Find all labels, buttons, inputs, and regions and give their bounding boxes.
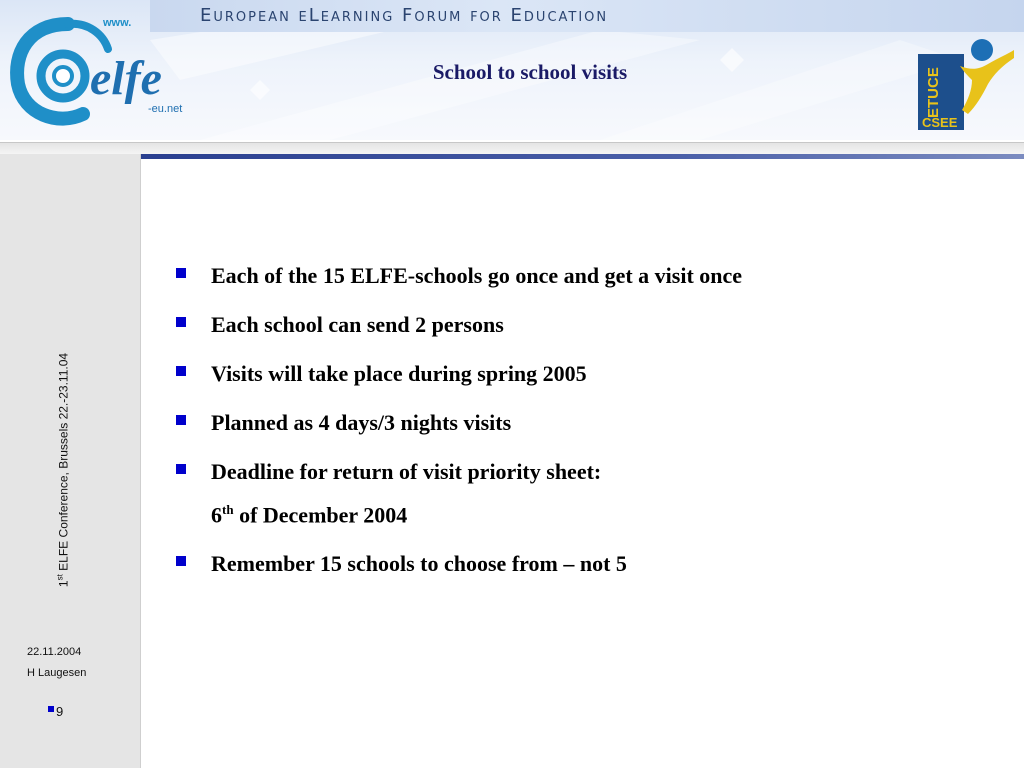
logo-main-text: elfe (90, 52, 162, 105)
page-number (48, 704, 63, 719)
bullet-square-icon (176, 556, 186, 566)
list-item (174, 262, 994, 290)
figure-head-icon (971, 39, 993, 61)
bullet-square-icon (48, 706, 54, 712)
bullet-text: Each of the 15 ELFE-schools go once and get a visit once (211, 263, 743, 288)
bullet-text: Remember 15 schools to choose from – not 5 (211, 551, 627, 577)
elfe-logo (8, 14, 198, 134)
header-banner (0, 0, 1024, 140)
deadline-rest: of December 2004 (233, 502, 408, 528)
bullet-text-second-line (211, 496, 994, 529)
logo-etuce-text: ETUCE (925, 67, 942, 118)
bullet-text: Each school can send 2 persons (211, 312, 504, 337)
bullet-text: Deadline for return of visit priority sheet: (211, 459, 602, 484)
logo-csee-text: CSEE (922, 115, 958, 130)
logo-suffix: -eu.net (148, 103, 183, 115)
slide-author: H Laugesen (27, 667, 87, 679)
conference-prefix: 1 (56, 580, 71, 588)
list-item (174, 550, 994, 578)
deadline-day: 6 (211, 502, 222, 528)
list-item (174, 311, 994, 339)
forum-title: European eLearning Forum for Education (200, 5, 609, 26)
bullet-text: Visits will take place during spring 2005 (211, 361, 587, 386)
conference-sup: st (55, 574, 65, 581)
etuce-logo (916, 36, 1016, 132)
bullet-list (174, 262, 994, 599)
accent-line (136, 154, 1024, 159)
bullet-square-icon (176, 415, 186, 425)
list-item (174, 360, 994, 388)
slide-date: 22.11.2004 (27, 646, 82, 658)
bullet-square-icon (176, 366, 186, 376)
bullet-text: Planned as 4 days/3 nights visits (211, 410, 512, 435)
list-item (174, 458, 994, 529)
page-number-value: 9 (56, 704, 64, 719)
bullet-square-icon (176, 464, 186, 474)
slide-title: School to school visits (432, 60, 628, 84)
bullet-square-icon (176, 317, 186, 327)
logo-www: www. (103, 17, 132, 29)
conference-label (56, 353, 71, 587)
bullet-square-icon (176, 268, 186, 278)
deadline-day-suffix: th (222, 502, 234, 517)
list-item (174, 409, 994, 437)
conference-rest: ELFE Conference, Brussels 22.-23.11.04 (56, 352, 71, 575)
